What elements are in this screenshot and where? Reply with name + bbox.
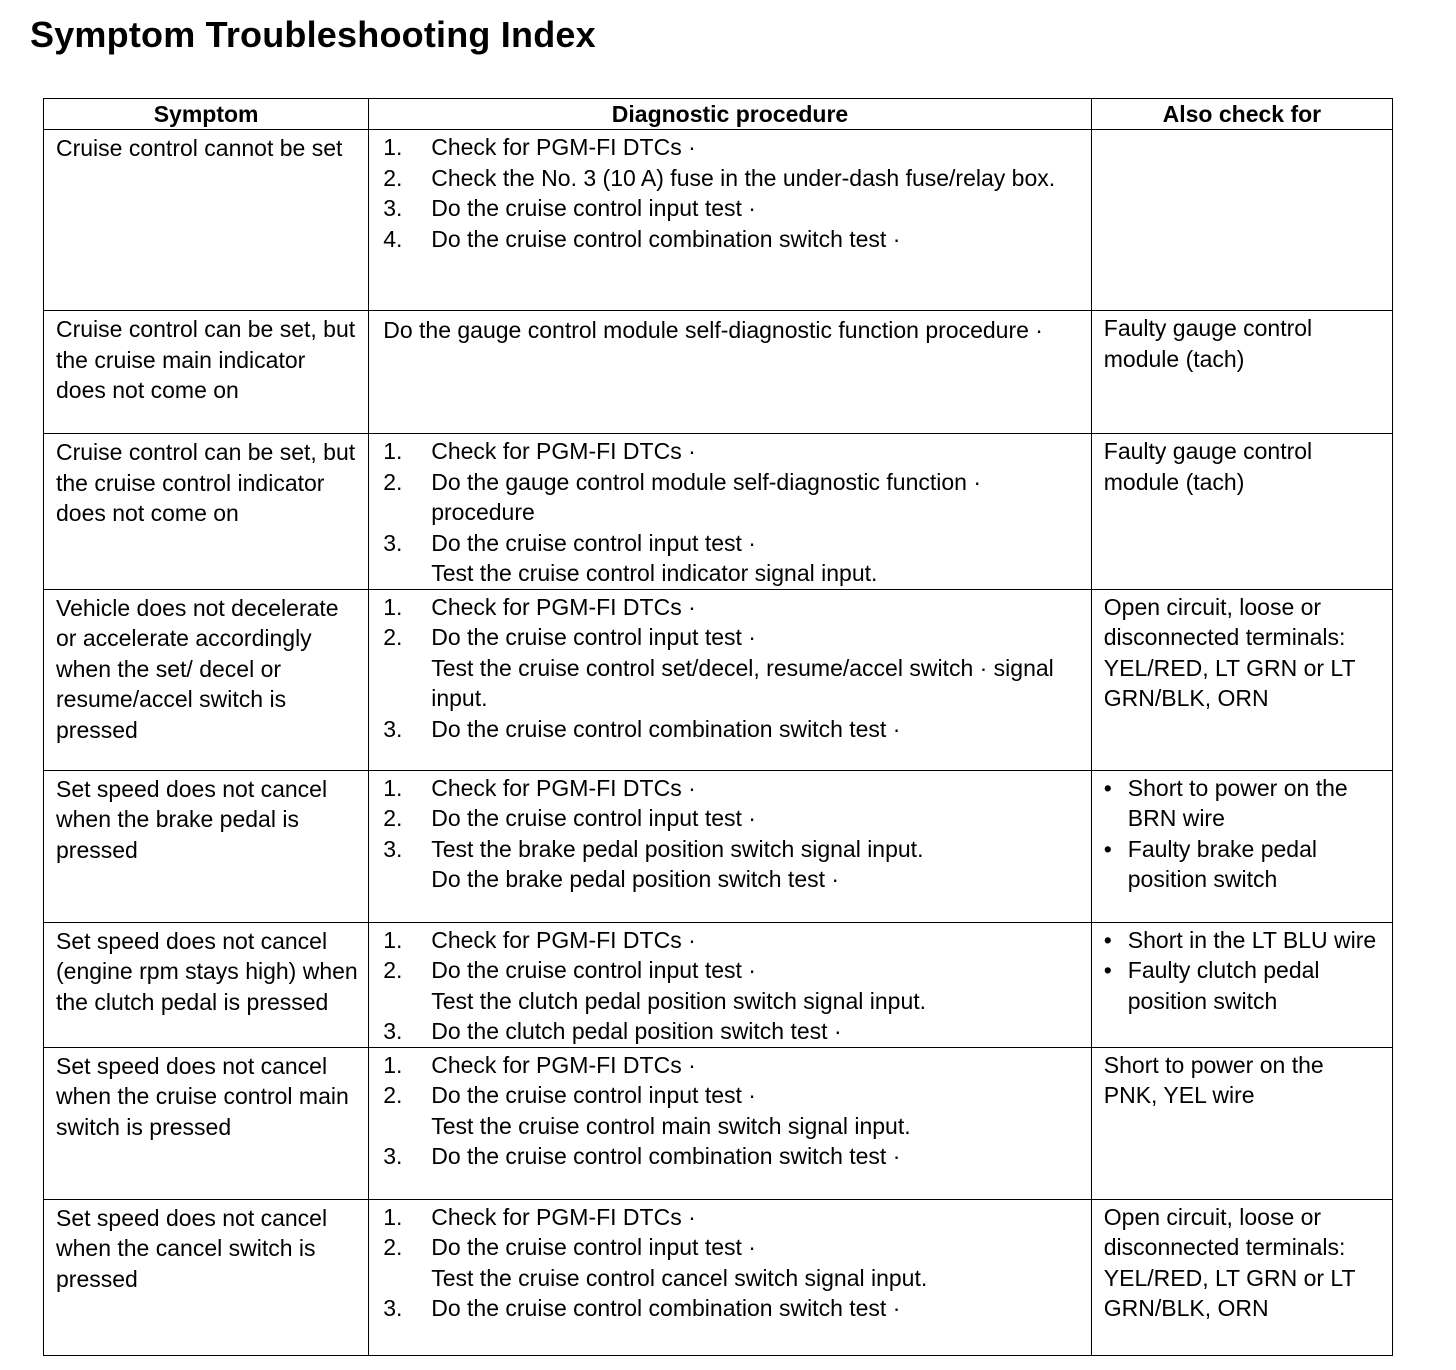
- symptom-text: Vehicle does not decelerate or accelerate accordingly when the set/ decel or resume/accel switch is pressed: [56, 594, 339, 743]
- header-also-check-for: Also check for: [1091, 99, 1392, 130]
- step-text-wrap: [431, 834, 1083, 895]
- bullet-text: Short in the LT BLU wire: [1127, 926, 1377, 953]
- step-number: 1.: [383, 1203, 403, 1230]
- header-symptom: Symptom: [44, 99, 369, 130]
- step-text: Do the cruise control input test ·: [431, 957, 756, 983]
- bullet-icon: •: [1103, 835, 1112, 862]
- step-text-wrap: [431, 1202, 1083, 1233]
- step-text: Do the cruise control combination switch test ·: [431, 225, 901, 252]
- step-text: Check for PGM-FI DTCs ·: [431, 774, 696, 801]
- step-text-wrap: [431, 925, 1083, 956]
- procedure-step: [383, 163, 1083, 194]
- step-text: Do the cruise control input test ·: [431, 624, 756, 650]
- procedure-steps: [369, 130, 1091, 254]
- procedure-step: [383, 224, 1083, 255]
- step-text: Do the cruise control input test ·: [431, 805, 756, 831]
- procedure-step: [383, 1080, 1083, 1141]
- step-text-wrap: [431, 714, 1083, 745]
- diagnostic-cell: [369, 770, 1092, 922]
- also-check-text: Open circuit, loose or disconnected terminals: YEL/RED, LT GRN or LT GRN/BLK, ORN: [1103, 1203, 1356, 1321]
- step-subtext: Test the cruise control indicator signal input.: [431, 560, 878, 586]
- table-row: [44, 311, 1393, 434]
- step-text-wrap: [431, 193, 1083, 224]
- step-text-wrap: [431, 592, 1083, 623]
- procedure-step: [383, 1050, 1083, 1081]
- step-number: 2.: [383, 624, 403, 650]
- procedure-step: [383, 1293, 1083, 1324]
- procedure-step: [383, 925, 1083, 956]
- bullet-item: [1104, 773, 1386, 834]
- procedure-steps: [369, 771, 1091, 895]
- symptom-cell: [44, 1047, 369, 1199]
- step-subtext: Test the cruise control main switch signal input.: [431, 1112, 911, 1139]
- symptom-text: Cruise control can be set, but the cruise control indicator does not come on: [56, 439, 356, 526]
- step-text: Check for PGM-FI DTCs ·: [431, 438, 696, 464]
- also-check-cell: [1091, 589, 1392, 770]
- step-text: Do the cruise control combination switch test ·: [431, 1295, 901, 1321]
- also-check-cell: [1091, 1199, 1392, 1355]
- procedure-step: [383, 803, 1083, 834]
- step-subtext: Do the brake pedal position switch test ·: [431, 866, 840, 892]
- procedure-steps: [369, 1048, 1091, 1172]
- step-number: 1.: [383, 593, 403, 620]
- step-text-wrap: [431, 803, 1083, 834]
- step-number: 3.: [383, 1143, 403, 1169]
- bullet-icon: •: [1103, 957, 1112, 983]
- diagnostic-cell: [369, 1199, 1092, 1355]
- table-row: [44, 589, 1393, 770]
- also-check-text: Faulty gauge control module (tach): [1103, 438, 1313, 495]
- diagnostic-cell: [369, 311, 1092, 434]
- symptom-text: Set speed does not cancel when the brake pedal is pressed: [56, 775, 328, 863]
- procedure-steps: [369, 923, 1091, 1047]
- step-text-wrap: [431, 955, 1083, 1016]
- step-text: Do the cruise control combination switch test ·: [431, 1143, 901, 1169]
- step-text: Do the cruise control input test ·: [431, 1082, 756, 1108]
- table-row: [44, 922, 1393, 1047]
- symptom-text: Set speed does not cancel when the cancel switch is pressed: [56, 1204, 328, 1292]
- symptom-text: Set speed does not cancel (engine rpm stays high) when the clutch pedal is pressed: [56, 927, 358, 1015]
- step-text-wrap: [431, 1141, 1083, 1172]
- symptom-text: Cruise control cannot be set: [56, 135, 343, 161]
- also-check-cell: [1091, 130, 1392, 311]
- also-check-text: Open circuit, loose or disconnected terminals: YEL/RED, LT GRN or LT GRN/BLK, ORN: [1103, 593, 1356, 711]
- also-check-cell: [1091, 311, 1392, 434]
- procedure-step: [383, 955, 1083, 1016]
- also-check-cell: [1091, 434, 1392, 590]
- procedure-step: [383, 1232, 1083, 1293]
- procedure-step: [383, 467, 1083, 528]
- bullet-item: [1104, 925, 1386, 956]
- step-text-wrap: [431, 163, 1083, 194]
- step-number: 2.: [383, 164, 403, 191]
- procedure-steps: [369, 590, 1091, 745]
- also-check-cell: [1091, 770, 1392, 922]
- step-number: 3.: [383, 195, 403, 221]
- also-check-text: Faulty gauge control module (tach): [1103, 315, 1313, 372]
- step-text-wrap: [431, 224, 1083, 255]
- step-text-wrap: [431, 1080, 1083, 1141]
- also-check-bullets: [1092, 923, 1392, 1017]
- symptom-cell: [44, 311, 369, 434]
- step-text: Check for PGM-FI DTCs ·: [431, 1203, 696, 1230]
- step-number: 1.: [383, 774, 403, 801]
- step-text-wrap: [431, 622, 1083, 714]
- step-number: 2.: [383, 1082, 403, 1108]
- bullet-icon: •: [1103, 774, 1112, 801]
- step-number: 4.: [383, 225, 403, 252]
- step-text: Do the cruise control input test ·: [431, 1234, 756, 1260]
- step-text: Check for PGM-FI DTCs ·: [431, 1051, 696, 1078]
- bullet-icon: •: [1103, 926, 1112, 953]
- procedure-step: [383, 132, 1083, 163]
- procedure-step: [383, 1016, 1083, 1047]
- also-check-text: Short to power on the PNK, YEL wire: [1103, 1051, 1324, 1108]
- step-text-wrap: [431, 1232, 1083, 1293]
- procedure-step: [383, 528, 1083, 589]
- step-text-wrap: [431, 132, 1083, 163]
- table-row: [44, 434, 1393, 590]
- procedure-step: [383, 714, 1083, 745]
- table-row: [44, 130, 1393, 311]
- diagnostic-cell: [369, 434, 1092, 590]
- table-header-row: [44, 99, 1393, 130]
- step-number: 1.: [383, 438, 403, 464]
- step-text: Do the cruise control input test ·: [431, 529, 756, 556]
- step-number: 2.: [383, 805, 403, 831]
- step-number: 1.: [383, 926, 403, 953]
- diagnostic-cell: [369, 130, 1092, 311]
- procedure-step: [383, 834, 1083, 895]
- step-subtext: Test the cruise control cancel switch signal input.: [431, 1264, 928, 1291]
- troubleshooting-table: [43, 98, 1393, 1356]
- bullet-item: [1104, 834, 1386, 895]
- step-text: Do the cruise control combination switch test ·: [431, 715, 901, 742]
- step-number: 2.: [383, 1234, 403, 1260]
- step-text: Check for PGM-FI DTCs ·: [431, 134, 696, 160]
- bullet-text: Short to power on the BRN wire: [1127, 774, 1348, 831]
- step-number: 1.: [383, 1051, 403, 1078]
- symptom-cell: [44, 589, 369, 770]
- procedure-step: [383, 622, 1083, 714]
- symptom-text: Cruise control can be set, but the cruise main indicator does not come on: [56, 316, 356, 403]
- symptom-cell: [44, 130, 369, 311]
- procedure-steps: [369, 1200, 1091, 1324]
- procedure-step: [383, 436, 1083, 467]
- symptom-text: Set speed does not cancel when the cruise control main switch is pressed: [56, 1052, 349, 1140]
- step-text: Check the No. 3 (10 A) fuse in the under-dash fuse/relay box.: [431, 164, 1056, 191]
- diagnostic-cell: [369, 1047, 1092, 1199]
- step-text: Test the brake pedal position switch signal input.: [431, 835, 924, 862]
- step-text-wrap: [431, 528, 1083, 589]
- also-check-cell: [1091, 922, 1392, 1047]
- step-subtext: Test the clutch pedal position switch signal input.: [431, 987, 927, 1014]
- step-text: Check for PGM-FI DTCs ·: [431, 593, 696, 620]
- step-text-wrap: [431, 1016, 1083, 1047]
- step-text-wrap: [431, 773, 1083, 804]
- table-body: [44, 130, 1393, 1356]
- step-text-wrap: [431, 1050, 1083, 1081]
- step-number: 2.: [383, 468, 403, 495]
- step-number: 2.: [383, 957, 403, 983]
- procedure-steps: [369, 434, 1091, 589]
- step-text-wrap: [431, 467, 1083, 528]
- step-text-wrap: [431, 436, 1083, 467]
- procedure-step: [383, 773, 1083, 804]
- table-row: [44, 1047, 1393, 1199]
- step-number: 3.: [383, 1295, 403, 1321]
- symptom-cell: [44, 434, 369, 590]
- page-title: Symptom Troubleshooting Index: [30, 14, 596, 55]
- step-subtext: Test the cruise control set/decel, resume/accel switch · signal input.: [431, 654, 1054, 711]
- symptom-cell: [44, 1199, 369, 1355]
- table-row: [44, 770, 1393, 922]
- bullet-item: [1104, 955, 1386, 1016]
- bullet-text: Faulty clutch pedal position switch: [1127, 957, 1320, 1014]
- symptom-cell: [44, 922, 369, 1047]
- procedure-step: [383, 1141, 1083, 1172]
- header-diagnostic-procedure: Diagnostic procedure: [369, 99, 1092, 130]
- step-text: Check for PGM-FI DTCs ·: [431, 926, 696, 953]
- step-number: 3.: [383, 1018, 403, 1044]
- step-text: Do the clutch pedal position switch test ·: [431, 1018, 842, 1044]
- procedure-step: [383, 193, 1083, 224]
- also-check-bullets: [1092, 771, 1392, 895]
- procedure-step: [383, 592, 1083, 623]
- diagnostic-cell: [369, 589, 1092, 770]
- symptom-cell: [44, 770, 369, 922]
- bullet-text: Faulty brake pedal position switch: [1127, 835, 1317, 892]
- procedure-step: [383, 1202, 1083, 1233]
- step-number: 1.: [383, 134, 403, 160]
- step-text-wrap: [431, 1293, 1083, 1324]
- step-text: Do the gauge control module self-diagnostic function · procedure: [431, 468, 981, 525]
- step-number: 3.: [383, 835, 403, 862]
- diagnostic-text: Do the gauge control module self-diagnostic function procedure ·: [383, 317, 1043, 343]
- also-check-cell: [1091, 1047, 1392, 1199]
- diagnostic-cell: [369, 922, 1092, 1047]
- step-number: 3.: [383, 715, 403, 742]
- table-row: [44, 1199, 1393, 1355]
- step-text: Do the cruise control input test ·: [431, 195, 756, 221]
- step-number: 3.: [383, 529, 403, 556]
